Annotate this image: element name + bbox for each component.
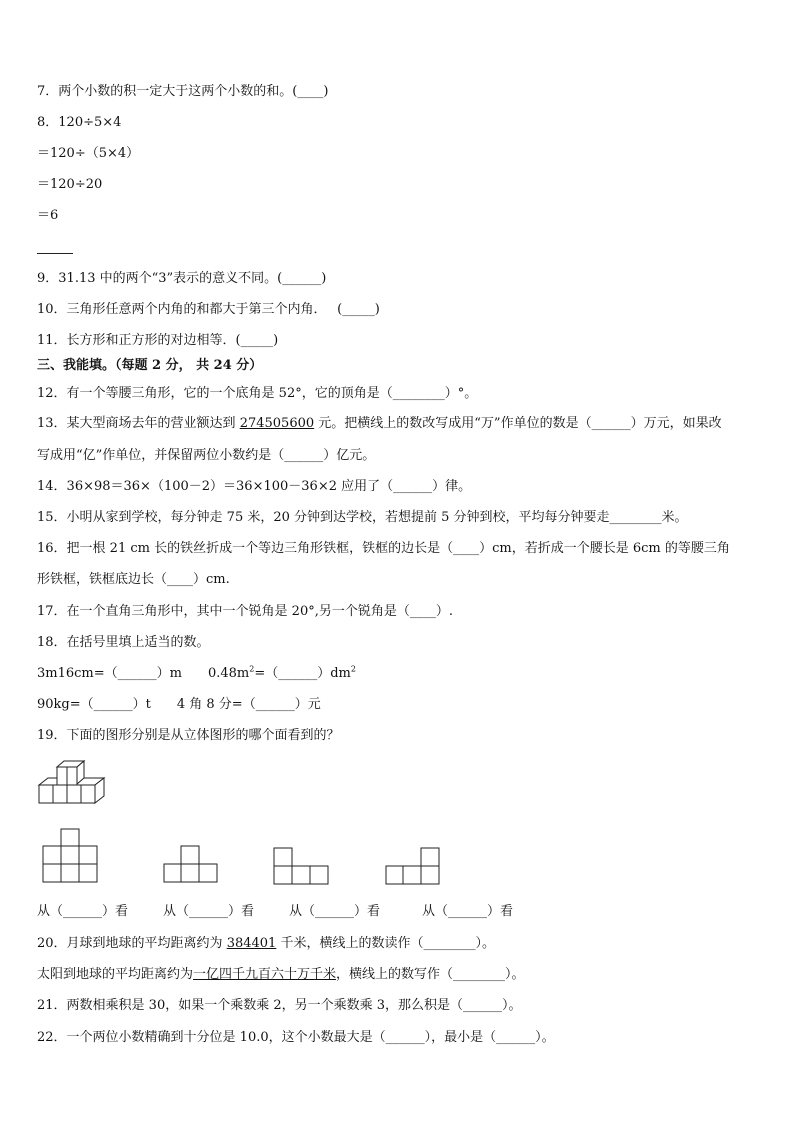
view-figure-2 [164,846,217,882]
view-label-4: 从（______）看 [422,904,514,919]
view-label-2: 从（______）看 [163,904,255,919]
q18-row1-superscript-2: 2 [350,664,356,674]
cube-stack-figure [38,760,108,806]
question-13-line-1 [37,415,722,433]
question-10: 10．三角形任意两个内角的和都大于第三个内角． (_____) [37,302,380,317]
q20-underlined-number: 384401 [226,936,277,951]
q18-row1-text-post: =（______）dm [254,666,351,681]
q18-row1-text: 3m16cm=（______）m 0.48m [37,666,250,681]
q20-text-post: 千米，横线上的数读作（________）。 [276,936,495,951]
question-18-row-2: 90kg=（______）t 4 角 8 分=（______）元 [37,697,321,712]
question-16-line-1: 16．把一根 21 cm 长的铁丝折成一个等边三角形铁框，铁框的边长是（____）cm，若折成一个腰长是 6cm 的等腰三角 [37,541,730,556]
q20b-text-pre: 太阳到地球的平均距离约为 [37,967,194,982]
view-figure-3 [274,848,328,884]
question-22: 22．一个两位小数精确到十分位是 10.0，这个小数最大是（______），最小是（______）。 [37,1030,555,1045]
answer-line [37,253,73,254]
question-12: 12．有一个等腰三角形，它的一个底角是 52°，它的顶角是（________）°。 [37,386,478,401]
question-11: 11．长方形和正方形的对边相等．(_____) [37,333,279,348]
question-16-line-2: 形铁框，铁框底边长（____）cm. [37,572,230,587]
question-14: 14．36×98＝36×（100－2）＝36×100－36×2 应用了（______）律。 [37,479,472,494]
view-label-1: 从（______）看 [37,904,129,919]
question-8-line-1: 8．120÷5×4 [37,115,122,130]
q13-underlined-number: 274505600 [239,416,315,431]
question-21: 21．两数相乘积是 30，如果一个乘数乘 2，另一个乘数乘 3，那么积是（______）。 [37,998,522,1013]
question-15: 15．小明从家到学校，每分钟走 75 米，20 分钟到达学校，若想提前 5 分钟到校，平均每分钟要走________米。 [37,510,688,525]
q13-text-post: 元。把横线上的数改写成用“万”作单位的数是（______）万元，如果改 [314,416,722,431]
question-18-row-1 [37,665,356,683]
view-label-3: 从（______）看 [289,904,381,919]
q20b-text-post: ，横线上的数写作（________）。 [336,967,525,982]
q18-row1-superscript: 2 [249,664,255,674]
question-20 [37,935,495,953]
view-figure-4 [386,848,439,884]
question-8-line-4: ＝6 [37,208,59,223]
section-3-heading: 三、我能填。（每题 2 分， 共 24 分） [37,358,263,373]
q13-text-pre: 13．某大型商场去年的营业额达到 [37,416,240,431]
cube-stack [39,761,104,803]
question-9: 9．31.13 中的两个“3”表示的意义不同。(______) [37,271,327,286]
question-18: 18．在括号里填上适当的数。 [37,635,210,650]
q20b-underlined-number: 一亿四千九百六十万千米 [193,967,337,982]
question-8-line-2: ＝120÷（5×4） [37,146,140,161]
question-17: 17．在一个直角三角形中，其中一个锐角是 20°,另一个锐角是（____）. [37,604,453,619]
view-figure-1 [43,829,97,882]
question-8-line-3: ＝120÷20 [37,177,103,192]
q20-text-pre: 20．月球到地球的平均距离约为 [37,936,227,951]
question-20-part-2 [37,966,525,984]
question-13-line-2: 写成用“亿”作单位，并保留两位小数约是（______）亿元。 [37,448,376,463]
question-7: 7．两个小数的积一定大于这两个小数的和。(____) [37,84,329,99]
question-19: 19．下面的图形分别是从立体图形的哪个面看到的？ [37,728,340,743]
